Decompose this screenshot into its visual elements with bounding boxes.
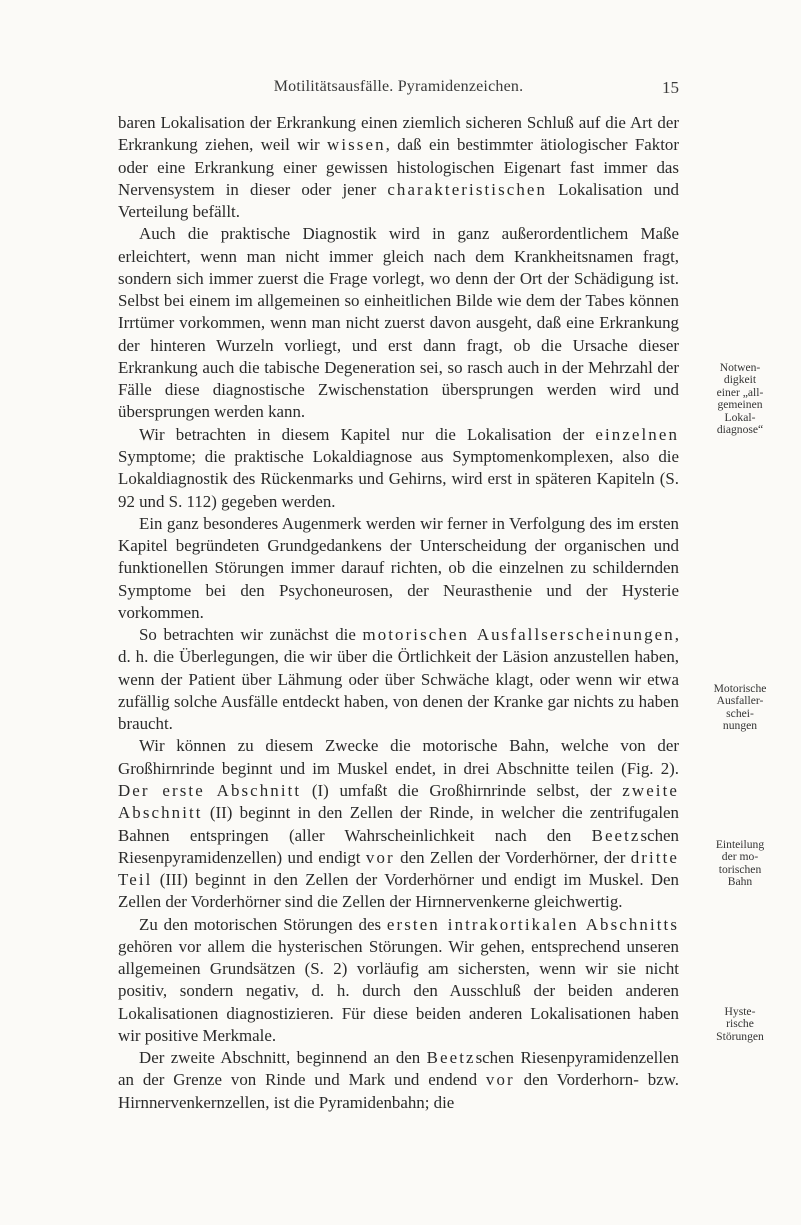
paragraph-8: [118, 1047, 679, 1114]
text-run: Wir können zu diesem Zwecke die motorische Bahn, welche von der Großhirnrinde beginnt und im Muskel endet, in drei Abschnitte teilen (Fig. 2).: [118, 736, 679, 778]
paragraph-1: [118, 112, 679, 223]
paragraph-7: [118, 914, 679, 1048]
margin-note-line: torischen: [718, 862, 762, 876]
spaced-emphasis: Der erste Abschnitt: [118, 780, 302, 800]
spaced-emphasis: wissen: [327, 135, 386, 155]
page-number: 15: [662, 78, 679, 97]
margin-note-line: Motorische: [713, 682, 767, 695]
margin-note-notwendigkeit: [683, 362, 797, 436]
spaced-emphasis: Beetz: [426, 1048, 476, 1068]
spaced-emphasis: Beetz: [591, 825, 641, 845]
margin-note-line: Bahn: [727, 875, 753, 889]
margin-note-line: gemeinen: [717, 398, 763, 412]
spaced-emphasis: vor: [485, 1070, 515, 1090]
margin-note-line: Notwen-: [719, 361, 761, 374]
margin-note-line: Einteilung: [715, 838, 765, 851]
text-run: den Zellen der Vorderhörner, der: [394, 847, 631, 867]
text-run: gehören vor allem die hysterischen Störungen. Wir gehen, entsprechend unseren allgemeinen Grundsätzen (S. 2) vorläufig am sichersten, wenn wir sie nicht positiv, sondern negativ, d. h. durch den Ausschluß der beiden anderen Lokalisationen diagnostizieren. Für diese beiden anderen Lokalisationen haben wir positive Merkmale.: [118, 936, 679, 1045]
margin-note-line: Ausfaller-: [716, 694, 764, 708]
margin-note-line: digkeit: [723, 373, 757, 387]
text-run: baren Lokalisation der Erkrankung einen ziemlich sicheren Schluß auf die Art der Erkrankung ziehen, weil wir: [118, 113, 679, 155]
text-run: Wir betrachten in diesem Kapitel nur die Lokalisation der: [139, 424, 596, 444]
text-run: Lokalisation und Verteilung befällt.: [118, 179, 679, 222]
margin-note-line: diagnose“: [716, 423, 764, 437]
spaced-emphasis: ersten intrakortikalen Abschnitts: [386, 914, 680, 934]
margin-note-line: einer „all-: [716, 385, 764, 399]
body-text: [118, 112, 679, 1114]
paragraph-3: [118, 424, 679, 513]
text-run: , daß ein bestimmter ätiologischer Faktor oder eine Erkrankung einer gewissen histologischen Eigenart fast immer das Nervensystem in dieser oder jener: [118, 135, 679, 199]
running-title: Motilitätsausfälle. Pyramidenzeichen.: [273, 78, 524, 95]
spaced-emphasis: dritte Teil: [118, 847, 680, 890]
spaced-emphasis: zweite Abschnitt: [118, 780, 679, 823]
text-run: Zu den motorischen Störungen des: [139, 914, 387, 934]
paragraph-5: [118, 624, 679, 735]
paragraph-4: Ein ganz besonderes Augenmerk werden wir ferner in Verfolgung des im ersten Kapitel begründeten Grundgedankens der Unterscheidung der organischen und funktionellen Störungen immer darauf richten, ob die einzelnen zu schildernden Symptome bei den Psychoneurosen, der Neurasthenie und der Hysterie vorkommen.: [118, 513, 679, 622]
margin-note-line: schei-: [726, 706, 754, 720]
text-run: den Vorderhorn- bzw. Hirnnervenkernzellen, ist die Pyramidenbahn; die: [118, 1070, 679, 1112]
margin-note-line: Störungen: [716, 1029, 764, 1043]
spaced-emphasis: charakteristischen: [387, 179, 548, 199]
text-run: schen Riesenpyramidenzellen) und endigt: [118, 825, 679, 867]
text-run: So betrachten wir zunächst die: [139, 625, 363, 645]
margin-note-line: Lokal-: [724, 410, 756, 424]
spaced-emphasis: einzelnen: [595, 424, 679, 444]
text-run: (I) umfaßt die Großhirnrinde selbst, der: [301, 780, 623, 800]
text-run: (II) beginnt in den Zellen der Rinde, in welcher die zentrifugalen Bahnen entspringen (aller Wahrscheinlichkeit nach den: [118, 803, 679, 845]
page-header: [118, 78, 679, 104]
margin-note-line: der mo-: [721, 850, 759, 864]
paragraph-6: [118, 735, 679, 913]
spaced-emphasis: motorischen Ausfallserscheinungen: [362, 625, 675, 645]
text-run: , d. h. die Überlegungen, die wir über die Örtlichkeit der Läsion anzustellen haben, wenn der Patient über Lähmung oder über Schwäche klagt, oder wenn wir etwa zufällig solche Ausfälle entdeckt haben, von denen der Kranke gar nichts zu haben braucht.: [118, 625, 680, 734]
margin-note-line: Hyste-: [724, 1005, 756, 1018]
text-run: (III) beginnt in den Zellen der Vorderhörner und endigt im Muskel. Den Zellen der Vorderhörner sind die Zellen der Hirnnervenkerne gleichwertig.: [118, 870, 679, 912]
text-run: Symptome; die praktische Lokaldiagnose aus Symptomenkomplexen, also die Lokaldiagnostik des Rückenmarks und Gehirns, wird erst in späteren Kapiteln (S. 92 und S. 112) gegeben werden.: [118, 446, 679, 511]
text-run: schen Riesenpyramidenzellen an der Grenze von Rinde und Mark und endend: [118, 1048, 680, 1090]
margin-note-hysterische: [683, 1006, 797, 1043]
paragraph-2: Auch die praktische Diagnostik wird in ganz außerordentlichem Maße erleichtert, wenn man nicht immer gleich nach dem Krankheitsnamen fragt, sondern sich immer zuerst die Frage vorlegt, wo denn der Ort der Schädigung ist. Selbst bei einem im allgemeinen so einheitlichen Bilde wie dem der Tabes können Irrtümer vorkommen, wenn man nicht zuerst davon ausgeht, daß eine Erkrankung der hinteren Wurzeln vorliegt, und erst dann fragt, ob die Ursache dieser Erkrankung auch die tabische Degeneration sei, so rasch auch in der Mehrzahl der Fälle diese diagnostische Zwischenstation übersprungen werden wird und übersprungen werden kann.: [118, 224, 679, 422]
margin-note-line: rische: [726, 1017, 754, 1031]
margin-note-line: nungen: [722, 719, 758, 733]
text-run: Der zweite Abschnitt, beginnend an den: [139, 1048, 427, 1068]
spaced-emphasis: vor: [365, 847, 395, 867]
margin-note-einteilung: [683, 839, 797, 889]
margin-note-motorische: [683, 683, 797, 733]
